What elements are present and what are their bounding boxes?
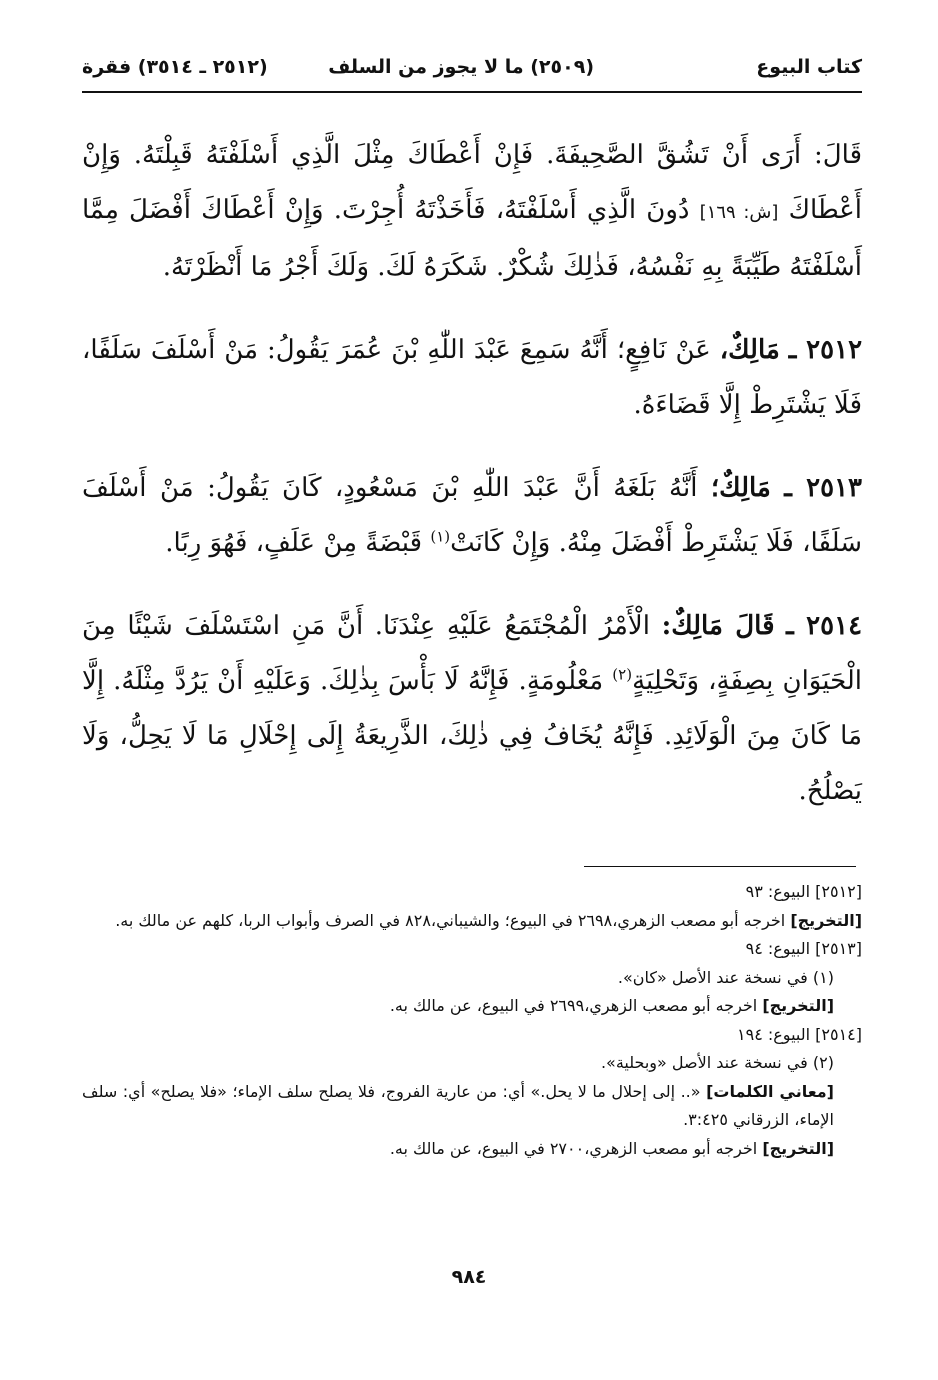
footnote-key: [معاني الكلمات]	[706, 1081, 834, 1101]
footnote-text: اخرجه أبو مصعب الزهري،٢٧٠٠ في البيوع، عن مالك به.	[389, 1138, 758, 1158]
footnote-marker: (٢)	[612, 665, 633, 684]
narrator-name: مَالِكٌ،	[719, 335, 780, 365]
paragraph-number: ٢٥١٤ ـ	[786, 611, 863, 641]
footnote-marker: (١)	[430, 527, 451, 546]
chapter-title: (٢٥٠٩) ما لا يجوز من السلف	[328, 56, 594, 78]
footnote-text: «.. إلى إحلال ما لا يحل.» أي: من عارية الفروج، فلا يصلح سلف الإماء؛ «فلا يصلح» أي: سلف الإماء، الزرقاني ٣:٤٢٥.	[82, 1081, 834, 1129]
paragraph-text: عَنْ نَافِعٍ؛ أَنَّهُ سَمِعَ عَبْدَ اللّٰهِ بْنَ عُمَرَ يَقُولُ: مَنْ أَسْلَفَ سَلَفًا، فَلَا يَشْتَرِطْ إِلَّا قَضَاءَهُ.	[82, 335, 862, 420]
narrator-name: قَالَ مَالِكٌ:	[661, 611, 775, 641]
narrator-name: مَالِكٌ؛	[710, 473, 771, 503]
footnote-variant: (٢) في نسخة عند الأصل «وبحلية».	[600, 1053, 834, 1072]
footnote-key: [التخريج]	[762, 996, 834, 1015]
paragraph-2512	[82, 323, 862, 433]
paragraph-text: مَعْلُومَةٍ. فَإِنَّهُ لَا بَأْسَ بِذٰلِكَ. وَعَلَيْهِ أَنْ يَرُدَّ مِثْلَهُ. إِلَّا مَا كَانَ مِنَ الْوَلَائِدِ. فَإِنَّهُ يُخَافُ فِي ذٰلِكَ، الذَّرِيعَةُ إِلَى إِحْلَالِ مَا لَا يَحِلُّ، وَلَا يَصْلُحُ.	[82, 666, 862, 806]
paragraph-text: أَنَّهُ بَلَغَهُ أَنَّ عَبْدَ اللّٰهِ بْنَ مَسْعُودٍ، كَانَ يَقُولُ: مَنْ أَسْلَفَ سَلَفًا، فَلَا يَشْتَرِطْ أَفْضَلَ مِنْهُ. وَإِنْ كَانَتْ	[82, 473, 862, 558]
footnote-takhrij	[82, 1135, 862, 1164]
paragraph-text: دُونَ الَّذِي أَسْلَفْتَهُ، فَأَخَذْتَهُ أُجِرْتَ. وَإِنْ أَعْطَاكَ أَفْضَلَ مِمَّا أَسْلَفْتَهُ طَيِّبَةً بِهِ نَفْسُهُ، فَذٰلِكَ شُكْرٌ. شَكَرَهُ لَكَ. وَلَكَ أَجْرُ مَا أَنْظَرْتَهُ.	[82, 195, 862, 282]
paragraph-continuation	[82, 128, 862, 295]
footnote-reference: [٢٥١٣] البيوع: ٩٤	[745, 939, 862, 958]
book-title: كتاب البيوع	[756, 56, 862, 78]
footnote-divider	[584, 866, 856, 867]
paragraph-text: قَبْضَةً مِنْ عَلَفٍ، فَهُوَ رِبًا.	[165, 528, 423, 558]
paragraph-number: ٢٥١٢ ـ	[788, 335, 863, 365]
header-divider	[82, 91, 862, 93]
footnote-key: [التخريج]	[762, 1138, 834, 1158]
footnote-text: اخرجه أبو مصعب الزهري،٢٦٩٨ في البيوع؛ والشيباني،٨٢٨ في الصرف وأبواب الربا، كلهم عن مالك به.	[115, 910, 786, 930]
footnote-reference: [٢٥١٤] البيوع: ١٩٤	[737, 1024, 862, 1044]
running-header	[82, 52, 862, 84]
paragraph-number: ٢٥١٣ ـ	[784, 473, 863, 503]
paragraph-range: (٢٥١٢ ـ ٣٥١٤) فقرة	[82, 56, 268, 78]
paragraph-text: الْأَمْرُ الْمُجْتَمَعُ عَلَيْهِ عِنْدَنَا. أَنَّ مَنِ اسْتَسْلَفَ شَيْئًا مِنَ الْحَيَوَانِ بِصِفَةٍ، وَتَحْلِيَةٍ	[82, 611, 863, 696]
paragraph-text: قَالَ: أَرَى أَنْ تَشُقَّ الصَّحِيفَةَ. فَإِنْ أَعْطَاكَ مِثْلَ الَّذِي أَسْلَفْتَهُ قَبِلْتَهُ. وَإِنْ أَعْطَاكَ	[82, 140, 863, 225]
footnote-takhrij	[82, 907, 862, 936]
footnote-text: اخرجه أبو مصعب الزهري،٢٦٩٩ في البيوع، عن مالك به.	[389, 996, 758, 1015]
page-reference: [ش: ١٦٩]	[699, 202, 779, 223]
main-text	[82, 128, 862, 847]
footnote-meanings	[82, 1078, 862, 1135]
footnote-key: [التخريج]	[790, 910, 862, 930]
paragraph-2513	[82, 461, 862, 571]
footnote-variant: (١) في نسخة عند الأصل «كان».	[617, 967, 834, 987]
footnote-reference: [٢٥١٢] البيوع: ٩٣	[745, 882, 862, 901]
page-number: ٩٨٤	[451, 1266, 487, 1288]
paragraph-2514	[82, 599, 862, 819]
footnote-takhrij	[82, 992, 862, 1021]
footnotes	[82, 878, 862, 1163]
